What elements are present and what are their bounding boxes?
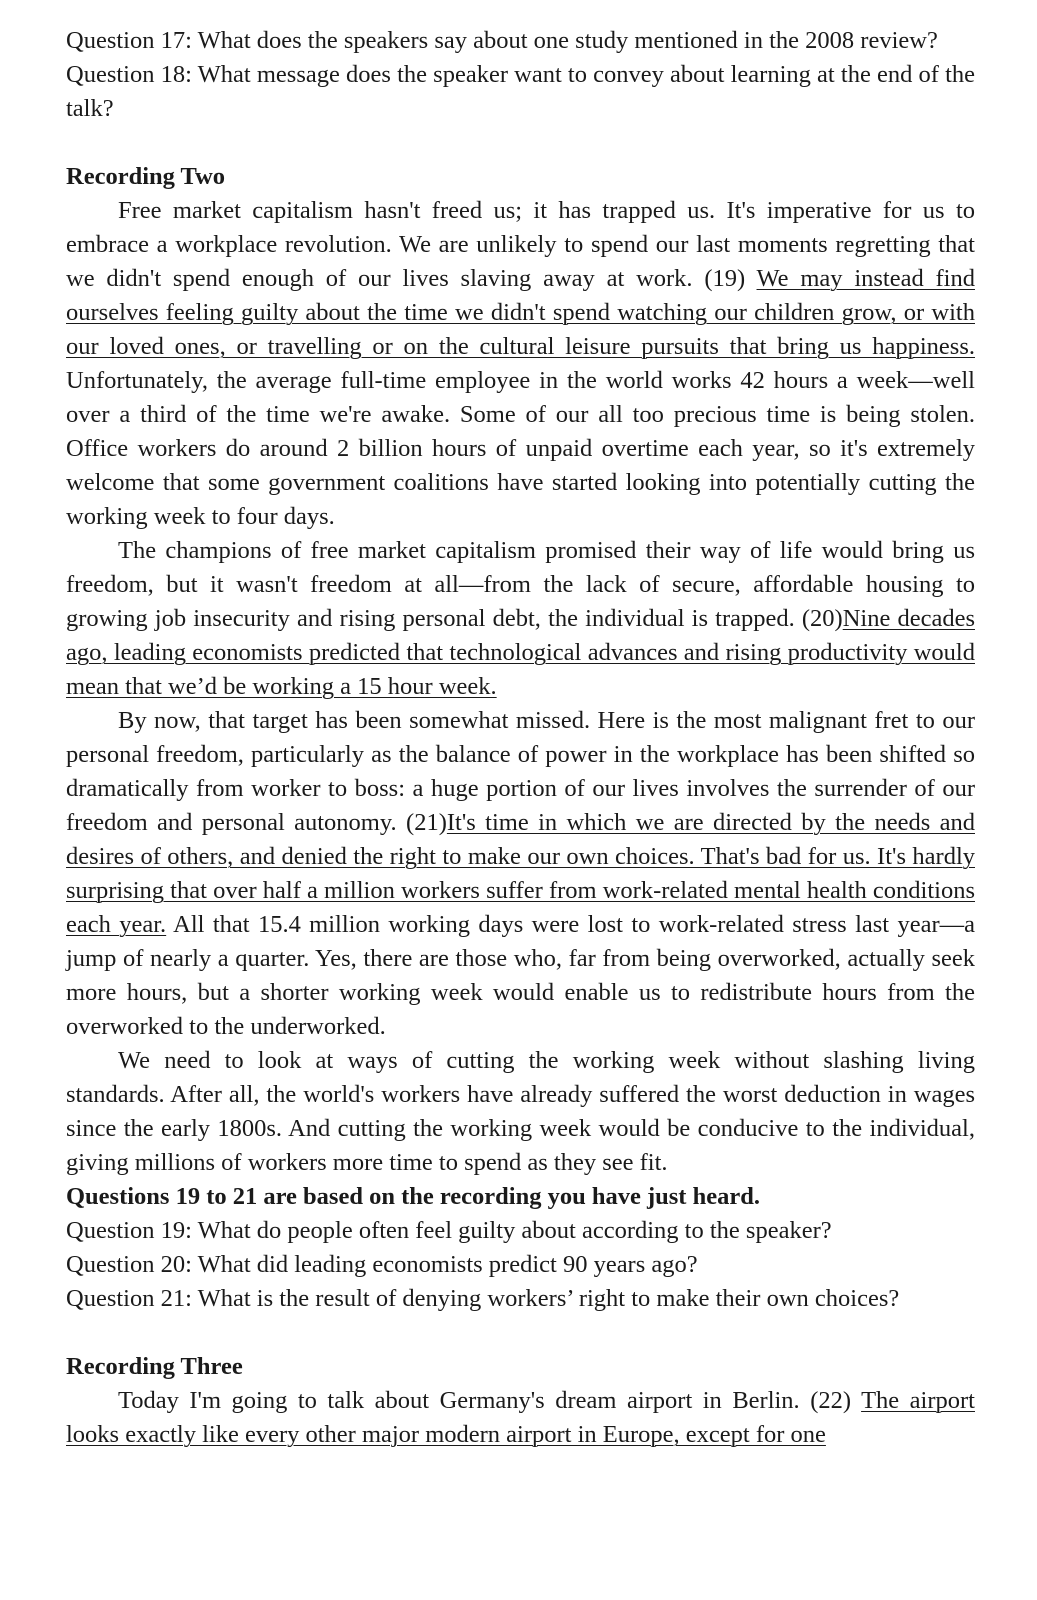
recording-two [66, 160, 975, 1316]
paragraph-text: Unfortunately, the average full-time employee in the world works 42 hours a week—well over a third of the time we're awake. Some of our all too precious time is being stolen. Office workers do around 2 billion hours of unpaid overtime each year, so it's extremely welcome that some government coalitions have started looking into potentially cutting the working week to four days. [66, 367, 975, 530]
paragraph-text: By now, that target has been somewhat missed. Here is the most malignant fret to our personal freedom, particularly as the balance of power in the workplace has been shifted so dramatically from worker to boss: a huge portion of our lives involves the surrender of our freedom and personal autonomy. (21) [66, 707, 975, 836]
questions-19-21-heading: Questions 19 to 21 are based on the recording you have just heard. [66, 1183, 760, 1210]
recording-two-paragraph-2 [66, 534, 975, 704]
recording-two-paragraph-4: We need to look at ways of cutting the working week without slashing living standards. After all, the world's workers have already suffered the worst deduction in wages since the early 1800s. And cutting the working week would be conducive to the individual, giving millions of workers more time to spend as they see fit. [66, 1047, 975, 1176]
spacer [66, 126, 975, 160]
recording-three [66, 1350, 975, 1452]
paragraph-text: All that 15.4 million working days were lost to work-related stress last year—a jump of nearly a quarter. Yes, there are those who, far from being overworked, actually seek more hours, but a shorter working week would enable us to redistribute hours from the overworked to the underworked. [66, 911, 975, 1040]
spacer [66, 1316, 975, 1350]
question-17: Question 17: What does the speakers say about one study mentioned in the 2008 review? [66, 27, 938, 54]
answer-21-underlined: It's time in which we are directed by the needs and desires of others, and denied the right to make our own choices. That's bad for us. It's hardly surprising that over half a million workers suffer from work-related mental health conditions each year. [66, 809, 975, 938]
document-page [66, 24, 975, 1452]
question-18: Question 18: What message does the speaker want to convey about learning at the end of the talk? [66, 61, 975, 122]
answer-20-underlined: Nine decades ago, leading economists predicted that technological advances and rising productivity would mean that we’d be working a 15 hour week. [66, 605, 975, 700]
answer-19-underlined: We may instead find ourselves feeling guilty about the time we didn't spend watching our children grow, or with our loved ones, or travelling or on the cultural leisure pursuits that bring us happiness. [66, 265, 975, 360]
recording-two-paragraph-3 [66, 704, 975, 1044]
recording-three-paragraph-1 [66, 1384, 975, 1452]
recording-three-heading: Recording Three [66, 1353, 243, 1380]
paragraph-text: Free market capitalism hasn't freed us; it has trapped us. It's imperative for us to embrace a workplace revolution. We are unlikely to spend our last moments regretting that we didn't spend enough of our lives slaving away at work. (19) [66, 197, 975, 292]
question-20: Question 20: What did leading economists predict 90 years ago? [66, 1251, 698, 1278]
recording-two-paragraph-1 [66, 194, 975, 534]
recording-two-heading: Recording Two [66, 163, 226, 190]
question-19: Question 19: What do people often feel guilty about according to the speaker? [66, 1217, 832, 1244]
paragraph-text: Today I'm going to talk about Germany's dream airport in Berlin. (22) [118, 1387, 862, 1414]
paragraph-text: The champions of free market capitalism promised their way of life would bring us freedom, but it wasn't freedom at all—from the lack of secure, affordable housing to growing job insecurity and rising personal debt, the individual is trapped. (20) [66, 537, 975, 632]
answer-22-underlined: The airport looks exactly like every other major modern airport in Europe, except for one [66, 1387, 975, 1448]
question-21: Question 21: What is the result of denying workers’ right to make their own choices? [66, 1285, 900, 1312]
